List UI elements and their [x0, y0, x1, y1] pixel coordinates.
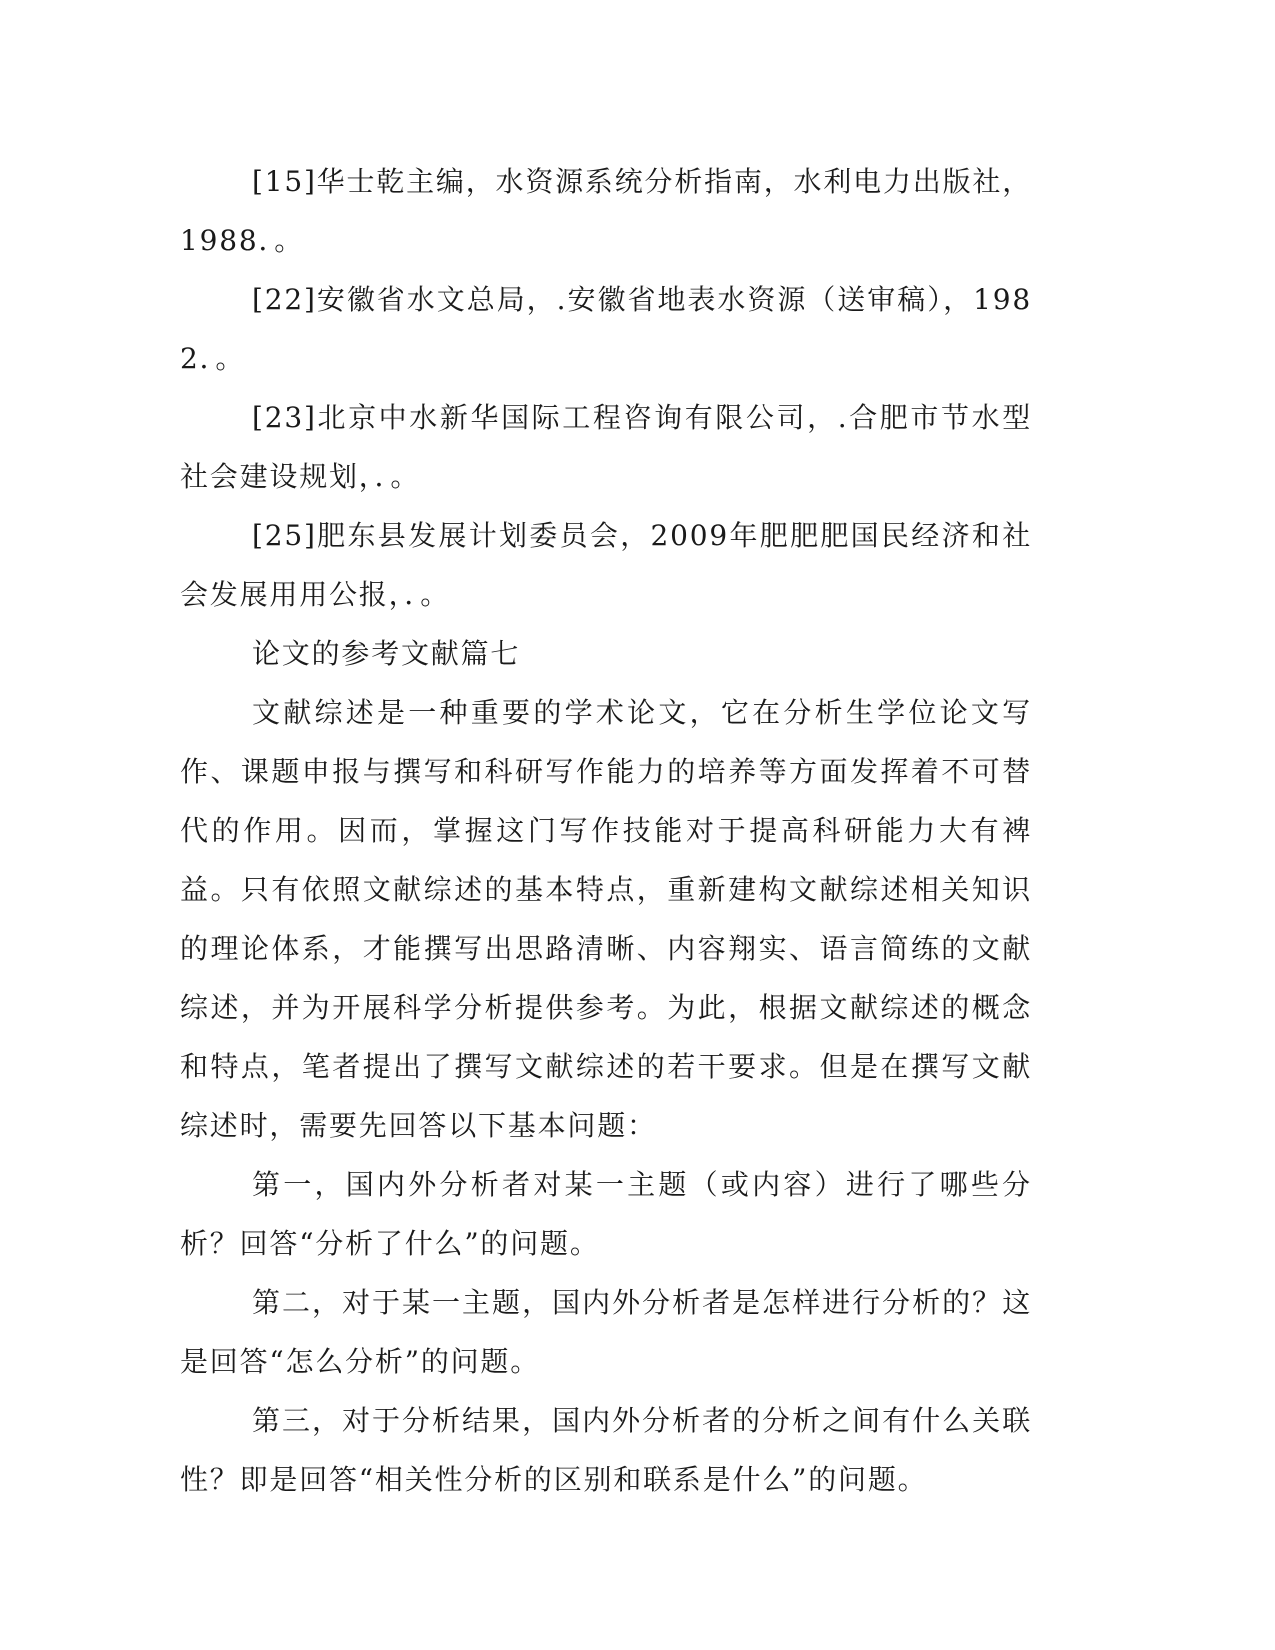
body-paragraph-question-2: 第二，对于某一主题，国内外分析者是怎样进行分析的？这是回答“怎么分析”的问题。: [180, 1286, 1032, 1378]
body-paragraph-intro: 文献综述是一种重要的学术论文，它在分析生学位论文写作、课题申报与撰写和科研写作能力的培养等方面发挥着不可替代的作用。因而，掌握这门写作技能对于提高科研能力大有裨益。只有依照文献综述的基本特点，重新建构文献综述相关知识的理论体系，才能撰写出思路清晰、内容翔实、语言简练的文献综述，并为开展科学分析提供参考。为此，根据文献综述的概念和特点，笔者提出了撰写文献综述的若干要求。但是在撰写文献综述时，需要先回答以下基本问题：: [180, 696, 1032, 1142]
document-body: [180, 152, 1032, 1509]
body-paragraph-question-1: 第一，国内外分析者对某一主题（或内容）进行了哪些分析？回答“分析了什么”的问题。: [180, 1168, 1032, 1260]
reference-22: [22]安徽省水文总局，.安徽省地表水资源（送审稿），1982．。: [180, 283, 1032, 375]
reference-25: [25]肥东县发展计划委员会，2009年肥肥肥国民经济和社会发展用用公报，．。: [180, 519, 1032, 611]
section-heading: 论文的参考文献篇七: [252, 637, 521, 670]
body-paragraph-question-3: 第三，对于分析结果，国内外分析者的分析之间有什么关联性？即是回答“相关性分析的区别和联系是什么”的问题。: [180, 1404, 1032, 1496]
reference-23: [23]北京中水新华国际工程咨询有限公司，.合肥市节水型社会建设规划，．。: [180, 401, 1032, 493]
reference-15: [15]华士乾主编，水资源系统分析指南，水利电力出版社，1988．。: [180, 165, 1032, 257]
